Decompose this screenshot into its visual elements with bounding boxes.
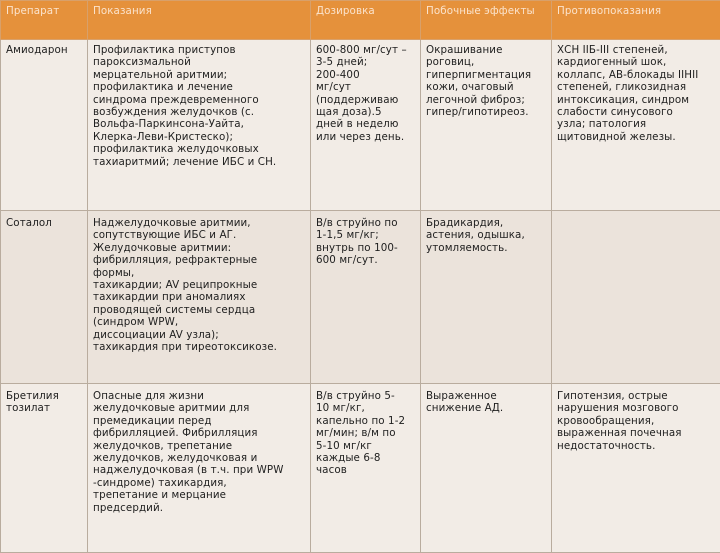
contraindications-cell bbox=[552, 384, 720, 553]
drug-name-cell bbox=[1, 40, 88, 211]
indications-text: Профилактика приступов пароксизмальной мерцательной аритмии; профилактика и лечение синдрома преждевременного возбуждения желудочков (с. Вольфа-Паркинсона-Уайта, Клерка-Леви-Кристеско); профилактика желудочковых тахиаритмий; лечение ИБС и СН. bbox=[93, 44, 305, 168]
header-side-effects: Побочные эффекты bbox=[421, 1, 552, 40]
dosage-text: В/в струйно по 1-1,5 мг/кг; внутрь по 100- 600 мг/сут. bbox=[316, 217, 415, 267]
drug-name-cell bbox=[1, 211, 88, 384]
contraindications-cell bbox=[552, 40, 720, 211]
drug-name: Амиодарон bbox=[6, 44, 82, 56]
drug-name: Соталол bbox=[6, 217, 82, 229]
drug-name-cell bbox=[1, 384, 88, 553]
side-effects-text: Выраженное снижение АД. bbox=[426, 390, 546, 415]
contraindications-cell bbox=[552, 211, 720, 384]
table-row bbox=[1, 211, 720, 384]
dosage-cell bbox=[311, 40, 421, 211]
side-effects-cell bbox=[421, 384, 552, 553]
dosage-text: 600-800 мг/сут – 3-5 дней; 200-400 мг/сут (поддерживаю щая доза).5 дней в неделю или через день. bbox=[316, 44, 415, 143]
table-body bbox=[1, 40, 720, 553]
table-row bbox=[1, 40, 720, 211]
header-contraindications: Противопоказания bbox=[552, 1, 720, 40]
header-indications: Показания bbox=[88, 1, 311, 40]
side-effects-cell bbox=[421, 40, 552, 211]
dosage-text: В/в струйно 5- 10 мг/кг, капельно по 1-2 мг/мин; в/м по 5-10 мг/кг каждые 6-8 часов bbox=[316, 390, 415, 477]
table-row bbox=[1, 384, 720, 553]
header-dosage: Дозировка bbox=[311, 1, 421, 40]
contraindications-text: ХСН IIБ-III степеней, кардиогенный шок, коллапс, АВ-блокады IIHII степеней, гликозидная интоксикация, синдром слабости синусового узла; патология щитовидной железы. bbox=[557, 44, 715, 143]
side-effects-cell bbox=[421, 211, 552, 384]
side-effects-text: Окрашивание роговиц, гиперпигментация кожи, очаговый легочной фиброз; гипер/гипотиреоз. bbox=[426, 44, 546, 118]
contraindications-text: Гипотензия, острые нарушения мозгового кровообращения, выраженная почечная недостаточность. bbox=[557, 390, 715, 452]
indications-text: Опасные для жизни желудочковые аритмии для премедикации перед фибрилляцией. Фибрилляция желудочков, трепетание желудочков, желудочковая и наджелудочковая (в т.ч. при WPW -синдроме) тахикардия, трепетание и мерцание предсердий. bbox=[93, 390, 305, 514]
indications-cell bbox=[88, 211, 311, 384]
header-drug: Препарат bbox=[1, 1, 88, 40]
dosage-cell bbox=[311, 211, 421, 384]
dosage-cell bbox=[311, 384, 421, 553]
side-effects-text: Брадикардия, астения, одышка, утомляемость. bbox=[426, 217, 546, 254]
drug-name: Бретилия тозилат bbox=[6, 390, 82, 415]
table-header bbox=[1, 1, 720, 40]
header-row bbox=[1, 1, 720, 40]
indications-cell bbox=[88, 384, 311, 553]
indications-cell bbox=[88, 40, 311, 211]
indications-text: Наджелудочковые аритмии, сопутствующие ИБС и АГ. Желудочковые аритмии: фибрилляция, рефрактерные формы, тахикардии; AV реципрокные тахикардии при аномалиях проводящей системы сердца (синдром WPW, диссоциации AV узла); тахикардия при тиреотоксикозе. bbox=[93, 217, 305, 353]
